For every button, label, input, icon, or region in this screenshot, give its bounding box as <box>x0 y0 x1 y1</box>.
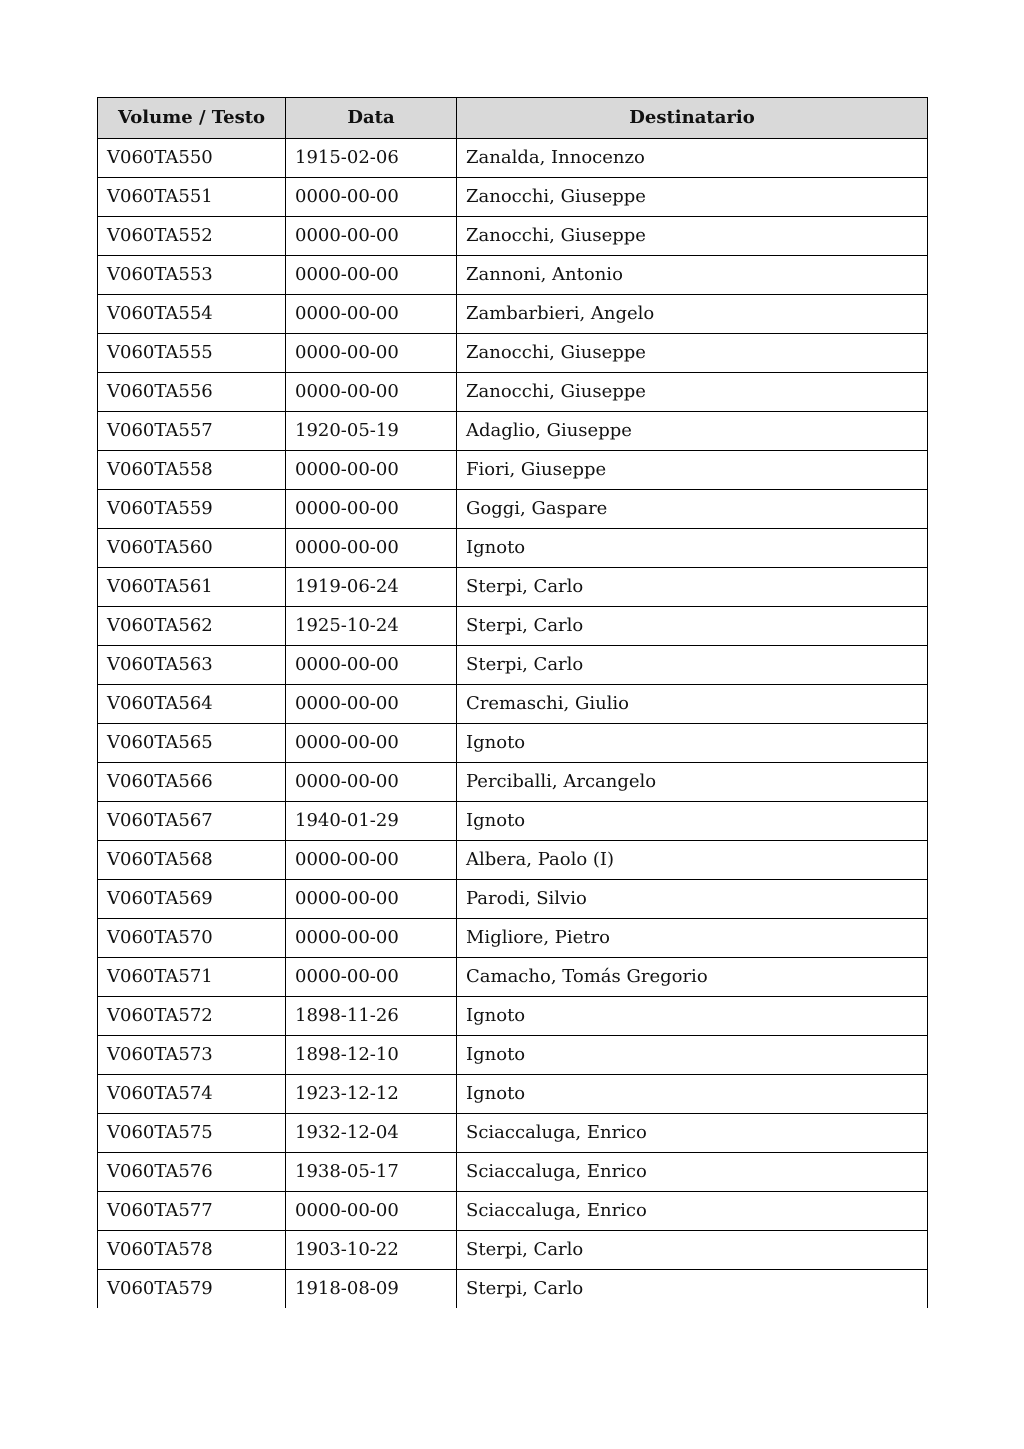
destinatario-cell: Zanocchi, Giuseppe <box>457 334 928 373</box>
volume-testo-cell: V060TA574 <box>98 1075 286 1114</box>
table-header <box>98 98 928 139</box>
volume-testo-cell: V060TA550 <box>98 139 286 178</box>
destinatario-cell: Ignoto <box>457 724 928 763</box>
table-row <box>98 880 928 919</box>
destinatario-cell: Fiori, Giuseppe <box>457 451 928 490</box>
table-row <box>98 997 928 1036</box>
table-row <box>98 256 928 295</box>
table-row <box>98 334 928 373</box>
destinatario-cell: Sciaccaluga, Enrico <box>457 1153 928 1192</box>
destinatario-cell: Perciballi, Arcangelo <box>457 763 928 802</box>
data-cell: 0000-00-00 <box>286 880 457 919</box>
destinatario-cell: Sterpi, Carlo <box>457 646 928 685</box>
volume-testo-cell: V060TA554 <box>98 295 286 334</box>
volume-testo-cell: V060TA555 <box>98 334 286 373</box>
letters-table <box>97 97 928 1308</box>
data-cell: 0000-00-00 <box>286 256 457 295</box>
table-row <box>98 763 928 802</box>
column-header-volume-testo: Volume / Testo <box>98 98 286 139</box>
table-row <box>98 841 928 880</box>
volume-testo-cell: V060TA553 <box>98 256 286 295</box>
table-body <box>98 139 928 1309</box>
column-header-destinatario: Destinatario <box>457 98 928 139</box>
volume-testo-cell: V060TA552 <box>98 217 286 256</box>
data-cell: 0000-00-00 <box>286 529 457 568</box>
data-cell: 0000-00-00 <box>286 451 457 490</box>
data-cell: 0000-00-00 <box>286 1192 457 1231</box>
volume-testo-cell: V060TA568 <box>98 841 286 880</box>
destinatario-cell: Zanocchi, Giuseppe <box>457 373 928 412</box>
table-row <box>98 1114 928 1153</box>
header-row <box>98 98 928 139</box>
volume-testo-cell: V060TA576 <box>98 1153 286 1192</box>
data-cell: 0000-00-00 <box>286 334 457 373</box>
table-row <box>98 1231 928 1270</box>
volume-testo-cell: V060TA566 <box>98 763 286 802</box>
data-cell: 1920-05-19 <box>286 412 457 451</box>
volume-testo-cell: V060TA565 <box>98 724 286 763</box>
volume-testo-cell: V060TA561 <box>98 568 286 607</box>
data-cell: 1918-08-09 <box>286 1270 457 1309</box>
destinatario-cell: Albera, Paolo (I) <box>457 841 928 880</box>
table-row <box>98 685 928 724</box>
table-row <box>98 802 928 841</box>
data-cell: 0000-00-00 <box>286 685 457 724</box>
destinatario-cell: Sterpi, Carlo <box>457 1231 928 1270</box>
destinatario-cell: Ignoto <box>457 529 928 568</box>
table-row <box>98 919 928 958</box>
data-cell: 1940-01-29 <box>286 802 457 841</box>
data-cell: 1898-12-10 <box>286 1036 457 1075</box>
data-cell: 0000-00-00 <box>286 841 457 880</box>
data-cell: 0000-00-00 <box>286 217 457 256</box>
volume-testo-cell: V060TA579 <box>98 1270 286 1309</box>
table-row <box>98 568 928 607</box>
volume-testo-cell: V060TA570 <box>98 919 286 958</box>
data-cell: 0000-00-00 <box>286 763 457 802</box>
data-cell: 0000-00-00 <box>286 373 457 412</box>
table-row <box>98 412 928 451</box>
destinatario-cell: Zambarbieri, Angelo <box>457 295 928 334</box>
table-row <box>98 1036 928 1075</box>
destinatario-cell: Sterpi, Carlo <box>457 1270 928 1309</box>
volume-testo-cell: V060TA551 <box>98 178 286 217</box>
table-row <box>98 139 928 178</box>
data-cell: 1923-12-12 <box>286 1075 457 1114</box>
data-cell: 0000-00-00 <box>286 958 457 997</box>
destinatario-cell: Adaglio, Giuseppe <box>457 412 928 451</box>
volume-testo-cell: V060TA560 <box>98 529 286 568</box>
volume-testo-cell: V060TA573 <box>98 1036 286 1075</box>
data-cell: 1898-11-26 <box>286 997 457 1036</box>
volume-testo-cell: V060TA572 <box>98 997 286 1036</box>
destinatario-cell: Ignoto <box>457 997 928 1036</box>
data-cell: 0000-00-00 <box>286 295 457 334</box>
data-cell: 1932-12-04 <box>286 1114 457 1153</box>
volume-testo-cell: V060TA578 <box>98 1231 286 1270</box>
table-row <box>98 490 928 529</box>
table-row <box>98 373 928 412</box>
volume-testo-cell: V060TA563 <box>98 646 286 685</box>
table-row <box>98 178 928 217</box>
destinatario-cell: Ignoto <box>457 1036 928 1075</box>
destinatario-cell: Sciaccaluga, Enrico <box>457 1192 928 1231</box>
data-cell: 0000-00-00 <box>286 724 457 763</box>
destinatario-cell: Zanocchi, Giuseppe <box>457 217 928 256</box>
destinatario-cell: Camacho, Tomás Gregorio <box>457 958 928 997</box>
table-row <box>98 724 928 763</box>
data-cell: 1925-10-24 <box>286 607 457 646</box>
volume-testo-cell: V060TA556 <box>98 373 286 412</box>
volume-testo-cell: V060TA569 <box>98 880 286 919</box>
column-header-data: Data <box>286 98 457 139</box>
table-row <box>98 1153 928 1192</box>
table-row <box>98 529 928 568</box>
data-cell: 0000-00-00 <box>286 178 457 217</box>
destinatario-cell: Goggi, Gaspare <box>457 490 928 529</box>
table-row <box>98 958 928 997</box>
volume-testo-cell: V060TA567 <box>98 802 286 841</box>
table-row <box>98 451 928 490</box>
data-cell: 1915-02-06 <box>286 139 457 178</box>
volume-testo-cell: V060TA557 <box>98 412 286 451</box>
destinatario-cell: Zanocchi, Giuseppe <box>457 178 928 217</box>
destinatario-cell: Sterpi, Carlo <box>457 607 928 646</box>
data-cell: 0000-00-00 <box>286 919 457 958</box>
volume-testo-cell: V060TA577 <box>98 1192 286 1231</box>
data-cell: 1938-05-17 <box>286 1153 457 1192</box>
table-row <box>98 217 928 256</box>
table-row <box>98 646 928 685</box>
volume-testo-cell: V060TA562 <box>98 607 286 646</box>
destinatario-cell: Ignoto <box>457 1075 928 1114</box>
table-row <box>98 1075 928 1114</box>
destinatario-cell: Sciaccaluga, Enrico <box>457 1114 928 1153</box>
table-row <box>98 295 928 334</box>
table-row <box>98 1270 928 1309</box>
data-cell: 0000-00-00 <box>286 490 457 529</box>
destinatario-cell: Parodi, Silvio <box>457 880 928 919</box>
volume-testo-cell: V060TA559 <box>98 490 286 529</box>
volume-testo-cell: V060TA564 <box>98 685 286 724</box>
destinatario-cell: Sterpi, Carlo <box>457 568 928 607</box>
data-cell: 1919-06-24 <box>286 568 457 607</box>
table-row <box>98 607 928 646</box>
volume-testo-cell: V060TA558 <box>98 451 286 490</box>
volume-testo-cell: V060TA571 <box>98 958 286 997</box>
data-cell: 1903-10-22 <box>286 1231 457 1270</box>
destinatario-cell: Cremaschi, Giulio <box>457 685 928 724</box>
destinatario-cell: Zanalda, Innocenzo <box>457 139 928 178</box>
destinatario-cell: Migliore, Pietro <box>457 919 928 958</box>
table-row <box>98 1192 928 1231</box>
destinatario-cell: Ignoto <box>457 802 928 841</box>
data-cell: 0000-00-00 <box>286 646 457 685</box>
destinatario-cell: Zannoni, Antonio <box>457 256 928 295</box>
volume-testo-cell: V060TA575 <box>98 1114 286 1153</box>
